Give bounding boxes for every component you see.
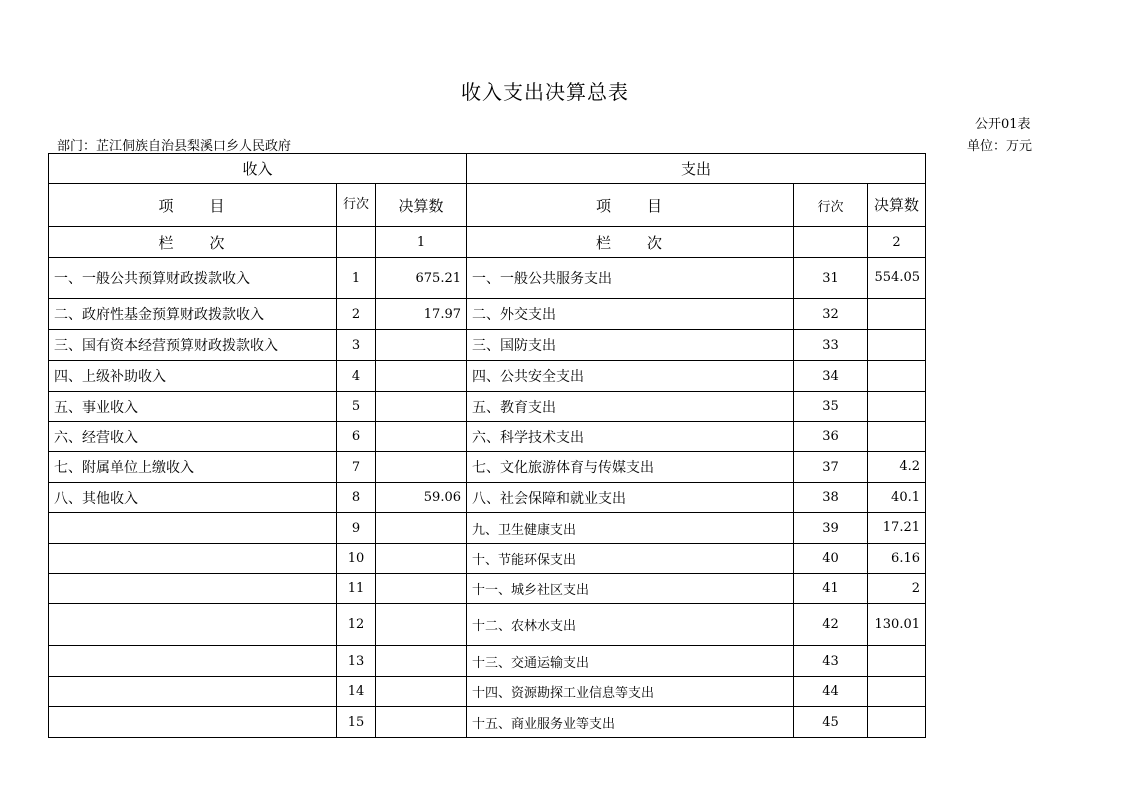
table-row xyxy=(49,544,926,574)
page-title: 收入支出决算总表 xyxy=(461,80,629,104)
expense-item-cell: 十一、城乡社区支出 xyxy=(467,574,794,604)
expense-amount-cell: 6.16 xyxy=(868,544,926,574)
income-amount-cell xyxy=(376,604,467,646)
expense-item-cell: 十、节能环保支出 xyxy=(467,544,794,574)
income-row-no-cell: 4 xyxy=(337,361,376,392)
expense-amount-cell xyxy=(868,677,926,707)
column-header-row xyxy=(49,184,926,227)
table-row xyxy=(49,513,926,544)
income-row-no-cell: 9 xyxy=(337,513,376,544)
income-amount-cell: 675.21 xyxy=(376,258,467,299)
expense-row-no-cell: 37 xyxy=(794,452,868,483)
expense-amount-cell xyxy=(868,330,926,361)
expense-item-header: 项 目 xyxy=(467,184,794,227)
department-label: 部门：芷江侗族自治县梨溪口乡人民政府 xyxy=(57,139,292,154)
income-item-cell xyxy=(49,677,337,707)
table-row xyxy=(49,604,926,646)
expense-row-no-cell: 41 xyxy=(794,574,868,604)
expense-column-number: 2 xyxy=(868,227,926,258)
table-row xyxy=(49,299,926,330)
expense-row-no-cell: 34 xyxy=(794,361,868,392)
table-row xyxy=(49,677,926,707)
expense-item-cell: 十五、商业服务业等支出 xyxy=(467,707,794,738)
income-row-no-cell: 10 xyxy=(337,544,376,574)
unit-label: 单位：万元 xyxy=(967,139,1033,154)
income-item-header: 项 目 xyxy=(49,184,337,227)
column-label-row xyxy=(49,227,926,258)
income-amount-cell xyxy=(376,452,467,483)
expense-amount-cell: 17.21 xyxy=(868,513,926,544)
income-row-no-cell: 6 xyxy=(337,422,376,452)
expense-row-no-cell: 35 xyxy=(794,392,868,422)
income-item-cell: 三、国有资本经营预算财政拨款收入 xyxy=(49,330,337,361)
income-item-cell: 四、上级补助收入 xyxy=(49,361,337,392)
income-column-number: 1 xyxy=(376,227,467,258)
income-row-no-cell: 7 xyxy=(337,452,376,483)
table-row xyxy=(49,330,926,361)
expense-amount-header: 决算数 xyxy=(868,184,926,227)
empty-cell xyxy=(337,227,376,258)
expense-item-cell: 五、教育支出 xyxy=(467,392,794,422)
section-header-row xyxy=(49,154,926,184)
income-row-no-cell: 11 xyxy=(337,574,376,604)
expense-row-no-cell: 36 xyxy=(794,422,868,452)
expense-row-no-cell: 33 xyxy=(794,330,868,361)
expense-row-no-cell: 45 xyxy=(794,707,868,738)
expense-amount-cell xyxy=(868,392,926,422)
income-amount-cell: 59.06 xyxy=(376,483,467,513)
expense-amount-cell: 4.2 xyxy=(868,452,926,483)
expense-row-no-cell: 31 xyxy=(794,258,868,299)
income-amount-cell xyxy=(376,330,467,361)
income-column-label: 栏 次 xyxy=(49,227,337,258)
table-row xyxy=(49,392,926,422)
expense-row-no-cell: 44 xyxy=(794,677,868,707)
table-row xyxy=(49,258,926,299)
expense-row-no-cell: 42 xyxy=(794,604,868,646)
income-item-cell xyxy=(49,707,337,738)
income-header: 收入 xyxy=(49,154,467,184)
table-row xyxy=(49,483,926,513)
income-row-no-cell: 3 xyxy=(337,330,376,361)
income-amount-cell xyxy=(376,707,467,738)
income-item-cell: 八、其他收入 xyxy=(49,483,337,513)
income-item-cell xyxy=(49,544,337,574)
expense-amount-cell xyxy=(868,299,926,330)
income-item-cell: 五、事业收入 xyxy=(49,392,337,422)
income-item-cell: 七、附属单位上缴收入 xyxy=(49,452,337,483)
income-item-cell: 六、经营收入 xyxy=(49,422,337,452)
expense-amount-cell xyxy=(868,361,926,392)
table-row xyxy=(49,574,926,604)
income-row-no-cell: 13 xyxy=(337,646,376,677)
expense-item-cell: 十二、农林水支出 xyxy=(467,604,794,646)
table-row xyxy=(49,422,926,452)
income-amount-cell xyxy=(376,361,467,392)
expense-item-cell: 八、社会保障和就业支出 xyxy=(467,483,794,513)
expense-amount-cell xyxy=(868,646,926,677)
empty-cell xyxy=(794,227,868,258)
income-item-cell xyxy=(49,604,337,646)
income-amount-cell xyxy=(376,646,467,677)
income-item-cell xyxy=(49,574,337,604)
income-row-no-cell: 15 xyxy=(337,707,376,738)
expense-row-no-cell: 40 xyxy=(794,544,868,574)
income-amount-header: 决算数 xyxy=(376,184,467,227)
income-amount-cell xyxy=(376,544,467,574)
expense-row-no-header: 行次 xyxy=(794,184,868,227)
expense-row-no-cell: 43 xyxy=(794,646,868,677)
expense-row-no-cell: 39 xyxy=(794,513,868,544)
expense-amount-cell: 2 xyxy=(868,574,926,604)
table-row xyxy=(49,707,926,738)
expense-item-cell: 四、公共安全支出 xyxy=(467,361,794,392)
income-item-cell: 一、一般公共预算财政拨款收入 xyxy=(49,258,337,299)
income-row-no-header: 行次 xyxy=(337,184,376,227)
expense-item-cell: 六、科学技术支出 xyxy=(467,422,794,452)
expense-column-label: 栏 次 xyxy=(467,227,794,258)
expense-item-cell: 二、外交支出 xyxy=(467,299,794,330)
income-row-no-cell: 5 xyxy=(337,392,376,422)
form-number: 公开01表 xyxy=(975,117,1031,132)
income-item-cell xyxy=(49,646,337,677)
expense-row-no-cell: 38 xyxy=(794,483,868,513)
table-row xyxy=(49,646,926,677)
table-row xyxy=(49,361,926,392)
income-row-no-cell: 2 xyxy=(337,299,376,330)
income-amount-cell xyxy=(376,422,467,452)
expense-amount-cell: 40.1 xyxy=(868,483,926,513)
expense-item-cell: 九、卫生健康支出 xyxy=(467,513,794,544)
income-amount-cell: 17.97 xyxy=(376,299,467,330)
income-expense-table xyxy=(48,153,926,738)
income-amount-cell xyxy=(376,574,467,604)
expense-amount-cell xyxy=(868,422,926,452)
income-row-no-cell: 8 xyxy=(337,483,376,513)
income-amount-cell xyxy=(376,513,467,544)
table-row xyxy=(49,452,926,483)
expense-header: 支出 xyxy=(467,154,926,184)
income-amount-cell xyxy=(376,392,467,422)
expense-item-cell: 七、文化旅游体育与传媒支出 xyxy=(467,452,794,483)
income-amount-cell xyxy=(376,677,467,707)
expense-item-cell: 十四、资源勘探工业信息等支出 xyxy=(467,677,794,707)
expense-amount-cell: 130.01 xyxy=(868,604,926,646)
income-row-no-cell: 12 xyxy=(337,604,376,646)
income-row-no-cell: 1 xyxy=(337,258,376,299)
expense-amount-cell xyxy=(868,707,926,738)
expense-item-cell: 三、国防支出 xyxy=(467,330,794,361)
income-row-no-cell: 14 xyxy=(337,677,376,707)
expense-item-cell: 一、一般公共服务支出 xyxy=(467,258,794,299)
expense-item-cell: 十三、交通运输支出 xyxy=(467,646,794,677)
expense-amount-cell: 554.05 xyxy=(868,258,926,299)
income-item-cell: 二、政府性基金预算财政拨款收入 xyxy=(49,299,337,330)
income-item-cell xyxy=(49,513,337,544)
expense-row-no-cell: 32 xyxy=(794,299,868,330)
